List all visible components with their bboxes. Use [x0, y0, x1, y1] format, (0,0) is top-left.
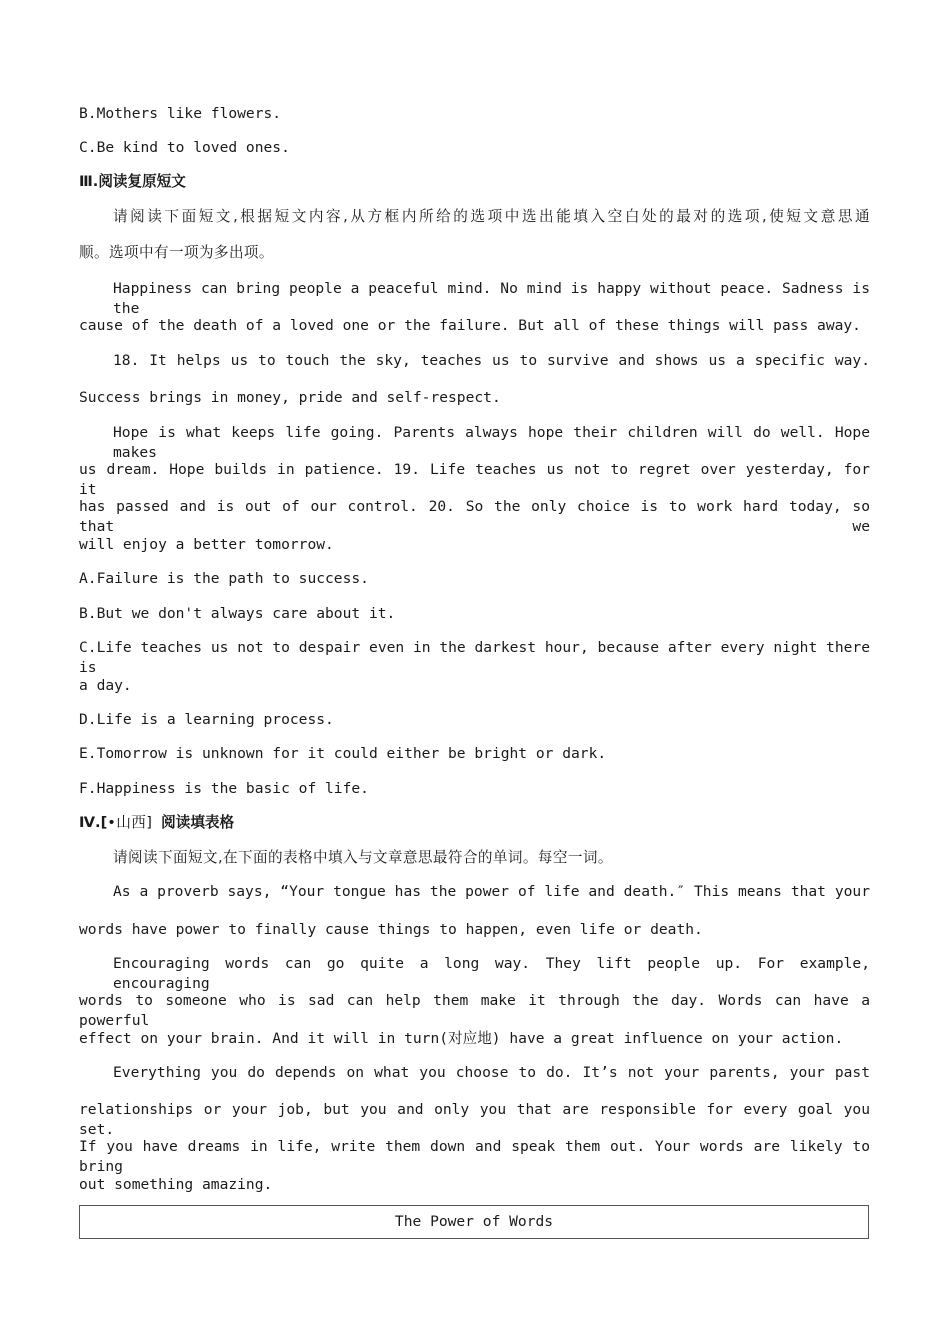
- passage3-p3-line4: will enjoy a better tomorrow.: [79, 536, 334, 553]
- passage3-p2-line1: 18. It helps us to touch the sky, teaches us to survive and shows us a specific way.: [113, 352, 870, 369]
- section4-heading-prefix: Ⅳ.[: [79, 814, 108, 831]
- section3-instruction-line1: 请阅读下面短文,根据短文内容,从方框内所给的选项中选出能填入空白处的最对的选项,使短文意思通: [113, 208, 870, 225]
- passage3-p1-line2: cause of the death of a loved one or the failure. But all of these things will pass away.: [79, 317, 861, 334]
- passage4-p1-line1: As a proverb says, “Your tongue has the power of life and death.″ This means that your: [113, 883, 870, 900]
- section3-heading: Ⅲ.阅读复原短文: [79, 173, 186, 190]
- passage3-p1-line1: Happiness can bring people a peaceful mind. No mind is happy without peace. Sadness is the: [113, 280, 870, 317]
- option-c-prev: C.Be kind to loved ones.: [79, 139, 290, 156]
- option-c-line2: a day.: [79, 677, 132, 694]
- passage4-p2-line2: words to someone who is sad can help them make it through the day. Words can have a powerful: [79, 992, 870, 1029]
- option-a: A.Failure is the path to success.: [79, 570, 369, 587]
- passage4-p3-line1: Everything you do depends on what you choose to do. It’s not your parents, your past: [113, 1064, 870, 1081]
- option-b-prev: B.Mothers like flowers.: [79, 105, 282, 122]
- passage3-p3-line3: has passed and is out of our control. 20. So the only choice is to work hard today, so that we: [79, 498, 870, 535]
- passage4-p2-line3: effect on your brain. And it will in turn(对应地) have a great influence on your action.: [79, 1030, 844, 1047]
- passage3-p2-line2: Success brings in money, pride and self-respect.: [79, 389, 501, 406]
- passage4-p3-line3: If you have dreams in life, write them down and speak them out. Your words are likely to bring: [79, 1138, 870, 1175]
- option-c-line1: C.Life teaches us not to despair even in the darkest hour, because after every night there is: [79, 639, 870, 676]
- section3-instruction-line2: 顺。选项中有一项为多出项。: [79, 244, 274, 261]
- section4-instruction: 请阅读下面短文,在下面的表格中填入与文章意思最符合的单词。每空一词。: [113, 849, 613, 866]
- option-b: B.But we don't always care about it.: [79, 605, 396, 622]
- table-title: The Power of Words: [394, 1213, 554, 1230]
- answer-table: [79, 1205, 869, 1239]
- option-d: D.Life is a learning process.: [79, 711, 334, 728]
- passage3-p3-line2: us dream. Hope builds in patience. 19. Life teaches us not to regret over yesterday, for it: [79, 461, 870, 498]
- option-f: F.Happiness is the basic of life.: [79, 780, 369, 797]
- passage4-p1-line2: words have power to finally cause things to happen, even life or death.: [79, 921, 703, 938]
- section4-heading-source: •山西]: [107, 814, 153, 831]
- passage3-p3-line1: Hope is what keeps life going. Parents always hope their children will do well. Hope makes: [113, 424, 870, 461]
- passage4-p3-line2: relationships or your job, but you and only you that are responsible for every goal you set.: [79, 1101, 870, 1138]
- option-e: E.Tomorrow is unknown for it could either be bright or dark.: [79, 745, 607, 762]
- section4-heading-title: 阅读填表格: [161, 814, 235, 831]
- passage4-p3-line4: out something amazing.: [79, 1176, 273, 1193]
- passage4-p2-line1: Encouraging words can go quite a long way. They lift people up. For example, encouraging: [113, 955, 870, 992]
- section4-heading: [79, 813, 234, 833]
